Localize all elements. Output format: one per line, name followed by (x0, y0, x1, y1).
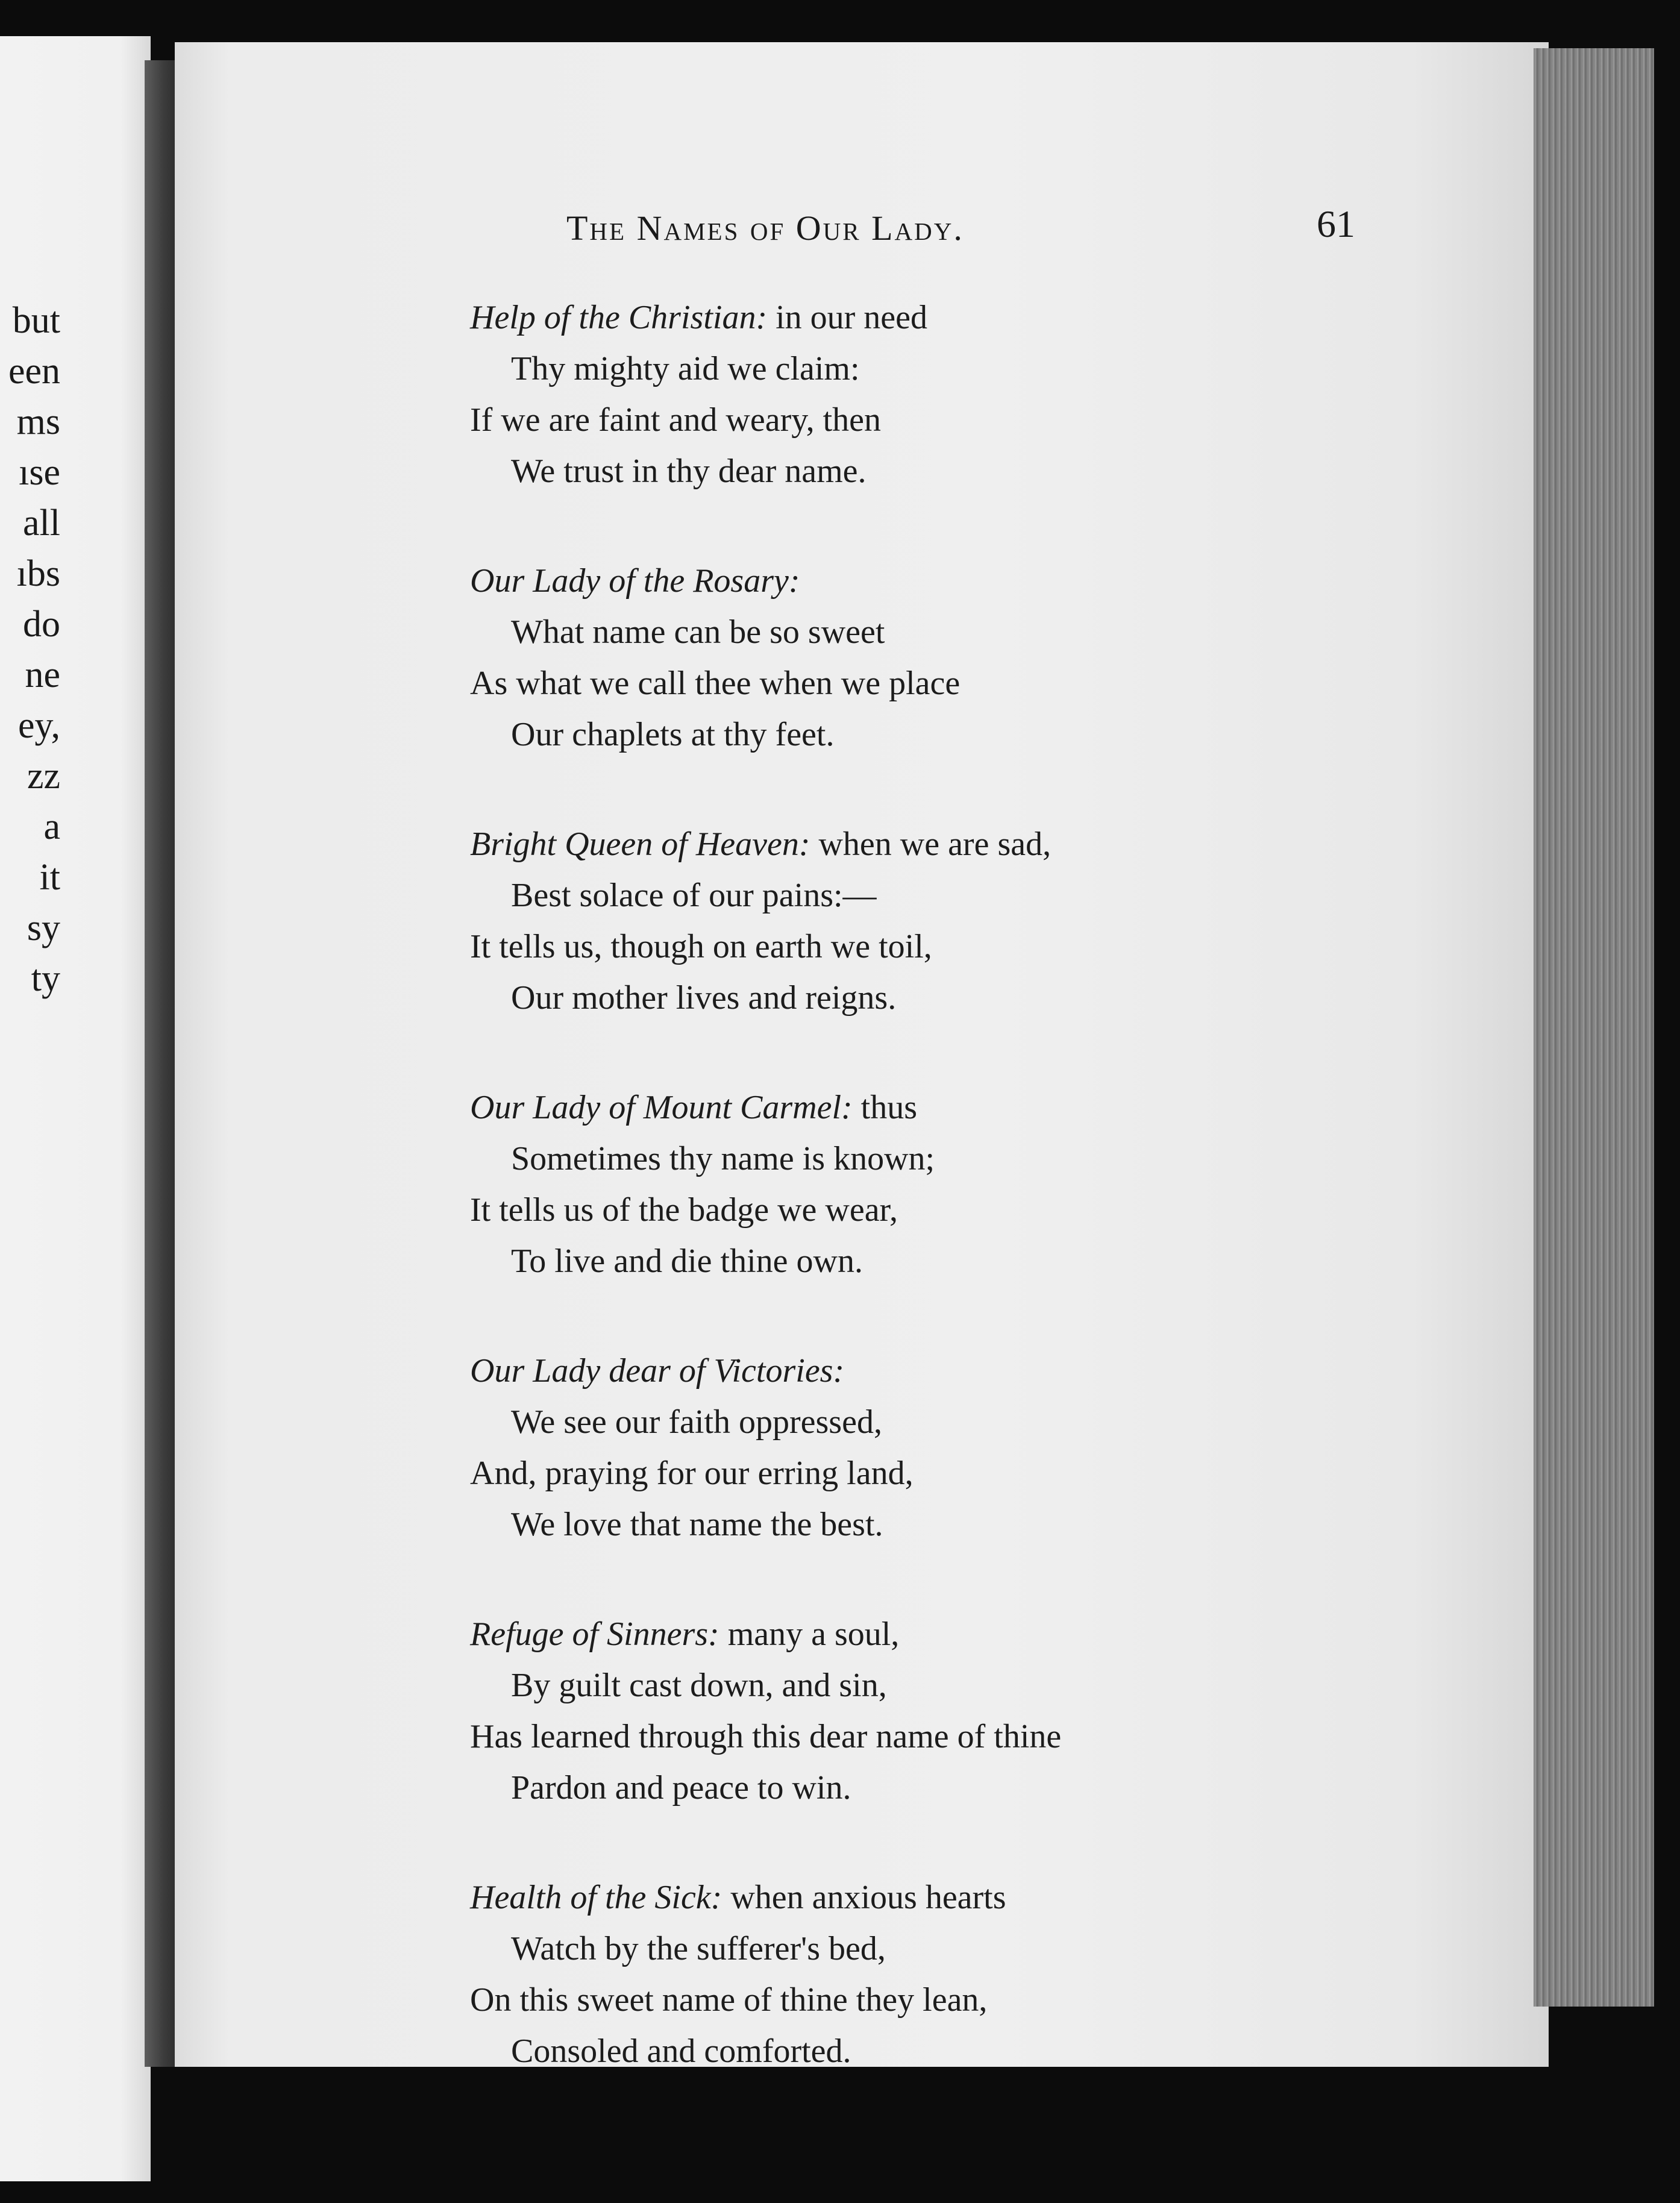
first-line-rest: in our need (767, 299, 928, 336)
stanza (470, 556, 1374, 760)
stanza (470, 1346, 1374, 1550)
stanza-title: Refuge of Sinners: (470, 1615, 719, 1653)
stanza-first-line (470, 292, 1374, 343)
stanza-title: Bright Queen of Heaven: (470, 826, 810, 863)
left-fragment: all (23, 503, 60, 544)
stanza-title: Our Lady of the Rosary: (470, 562, 800, 600)
stanza-first-line (470, 1346, 1374, 1397)
stanza (470, 1872, 1374, 2077)
poem (470, 292, 1374, 2136)
left-fragment: ne (25, 654, 60, 695)
stanza (470, 1609, 1374, 1814)
verse-line: If we are faint and weary, then (470, 401, 882, 439)
stanza (470, 1082, 1374, 1287)
stanza (470, 292, 1374, 497)
verse-line: To live and die thine own. (511, 1243, 863, 1280)
stanza-first-line (470, 1872, 1374, 1923)
verse-line: What name can be so sweet (511, 613, 885, 651)
left-fragment: sy (27, 907, 60, 948)
first-line-rest: many a soul, (719, 1615, 900, 1653)
first-line-rest: when anxious hearts (722, 1879, 1006, 1916)
verse-line: Thy mighty aid we claim: (511, 350, 860, 387)
left-page-text-fragments (0, 295, 60, 1004)
verse-line: Consoled and comforted. (511, 2032, 851, 2070)
verse-line: It tells us of the badge we wear, (470, 1191, 898, 1229)
verse-line: Sometimes thy name is known; (511, 1140, 935, 1177)
stanza-first-line (470, 819, 1374, 870)
left-page (0, 36, 151, 2181)
verse-line: We see our faith oppressed, (511, 1403, 882, 1441)
verse-line: Our mother lives and reigns. (511, 979, 897, 1017)
stanza (470, 819, 1374, 1024)
verse-line: Our chaplets at thy feet. (511, 716, 835, 753)
page-number: 61 (1317, 202, 1355, 245)
verse-line: By guilt cast down, and sin, (511, 1667, 887, 1704)
left-fragment: a (43, 806, 60, 847)
verse-line: Pardon and peace to win. (511, 1769, 851, 1807)
verse-line: We trust in thy dear name. (511, 453, 867, 490)
stanza-title: Help of the Christian: (470, 299, 768, 336)
verse-line: It tells us, though on earth we toil, (470, 928, 932, 965)
verse-line: Watch by the sufferer's bed, (511, 1930, 886, 1967)
page-edges (1534, 48, 1654, 2007)
verse-line: We love that name the best. (511, 1506, 883, 1543)
left-fragment: ey, (18, 705, 60, 746)
stanza-first-line (470, 1609, 1374, 1660)
left-fragment: do (23, 604, 60, 645)
verse-line: On this sweet name of thine they lean, (470, 1981, 988, 2019)
verse-line: And, praying for our erring land, (470, 1455, 914, 1492)
stanza-title: Health of the Sick: (470, 1879, 722, 1916)
left-fragment: ms (16, 401, 60, 442)
stanza-first-line (470, 1082, 1374, 1133)
stanza-first-line (470, 556, 1374, 607)
left-fragment: it (39, 857, 60, 898)
left-fragment: but (12, 300, 60, 341)
left-fragment: ty (31, 958, 60, 999)
stanza-title: Our Lady of Mount Carmel: (470, 1089, 853, 1126)
left-fragment: een (8, 351, 60, 392)
left-fragment: zz (27, 756, 60, 797)
first-line-rest: thus (852, 1089, 918, 1126)
first-line-rest: when we are sad, (810, 826, 1052, 863)
running-head: The Names of Our Lady. (566, 208, 964, 248)
verse-line: Best solace of our pains:— (511, 877, 877, 914)
verse-line: As what we call thee when we place (470, 665, 961, 702)
left-fragment: ıbs (16, 553, 60, 594)
stanza-title: Our Lady dear of Victories: (470, 1352, 845, 1390)
verse-line: Has learned through this dear name of thine (470, 1718, 1062, 1755)
left-fragment: ıse (19, 452, 60, 493)
